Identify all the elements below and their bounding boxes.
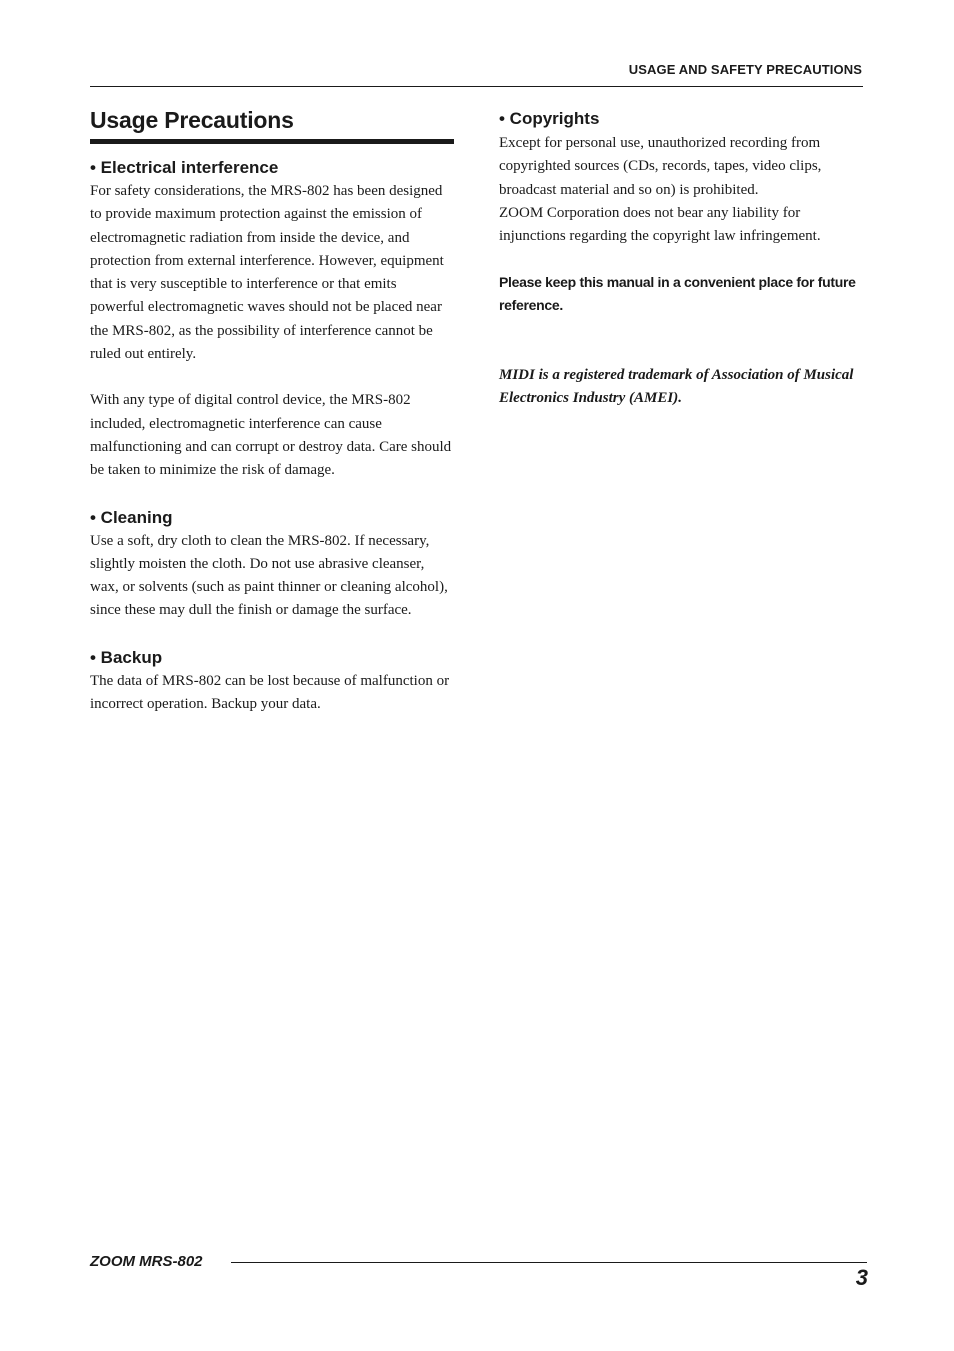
midi-trademark-note: MIDI is a registered trademark of Association of Musical Electronics Industry (AMEI).: [499, 367, 854, 407]
footer-rule: [231, 1262, 867, 1263]
paragraph-cleaning: Use a soft, dry cloth to clean the MRS-802. If necessary, slightly moisten the cloth. Do not use abrasive cleanser, wax, or solvents (such as paint thinner or cleaning alcohol), since these may dull the finish or damage the surface.: [90, 532, 448, 619]
header-rule: [90, 86, 863, 87]
subhead-electrical-interference: • Electrical interference: [90, 158, 279, 177]
subhead-copyrights: • Copyrights: [499, 109, 600, 128]
keep-manual-notice: Please keep this manual in a convenient place for future reference.: [499, 274, 856, 314]
footer-model-name: ZOOM MRS-802: [90, 1253, 203, 1270]
subhead-backup: • Backup: [90, 647, 163, 667]
paragraph-copyrights-1: Except for personal use, unauthorized recording from copyrighted sources (CDs, records, tapes, video clips, broadcast material and so on) is prohibited.: [499, 135, 822, 198]
paragraph-backup: The data of MRS-802 can be lost because of malfunction or incorrect operation. Backup your data.: [90, 672, 450, 713]
paragraph-electrical-1: For safety considerations, the MRS-802 has been designed to provide maximum protection against the emission of electromagnetic radiation from inside the device, and protection from external interference. However, equipment that is very susceptible to interference or that emits powerful electromagnetic waves should not be placed near the MRS-802, as the possibility of interference cannot be ruled out entirely.: [90, 183, 444, 363]
paragraph-copyrights-2: ZOOM Corporation does not bear any liability for injunctions regarding the copyright law infringement.: [499, 204, 821, 245]
subhead-cleaning: • Cleaning: [90, 507, 173, 527]
section-title: Usage Precautions: [90, 104, 454, 144]
left-column: [90, 104, 454, 716]
paragraph-electrical-2: With any type of digital control device, the MRS-802 included, electromagnetic interference can cause malfunctioning and can corrupt or destroy data. Care should be taken to minimize the risk of damage.: [90, 392, 452, 479]
page-number: 3: [855, 1265, 868, 1290]
running-header: USAGE AND SAFETY PRECAUTIONS: [628, 62, 862, 77]
right-column: [499, 104, 863, 410]
